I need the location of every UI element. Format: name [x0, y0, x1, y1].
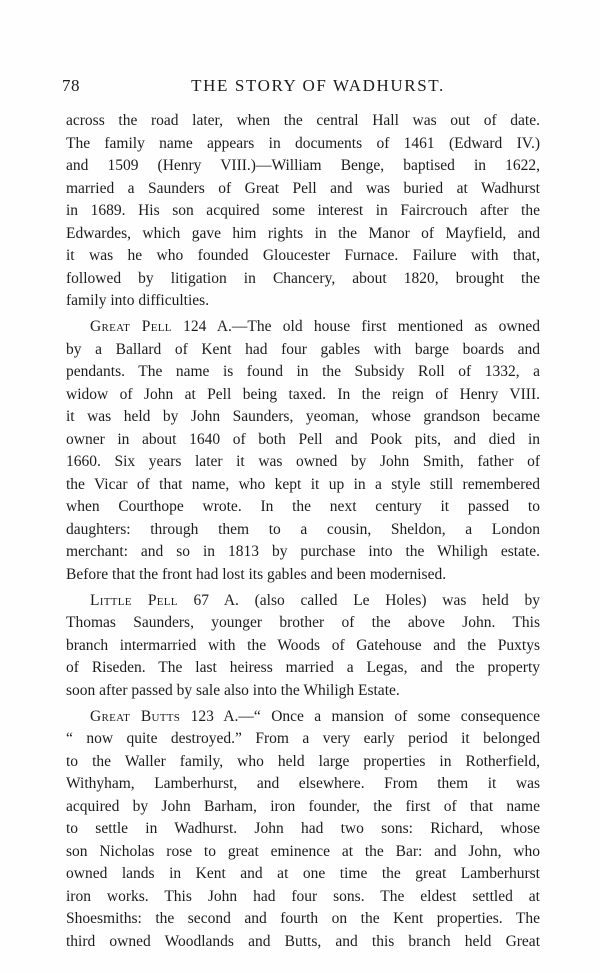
text-run: 124 A.—The old house first mentioned as owned — [171, 318, 540, 335]
text-line: Withyham, Lamberhurst, and elsewhere. From them it was — [66, 775, 540, 792]
text-line: of Riseden. The last heiress married a Legas, and the property — [66, 659, 540, 676]
text-line: Edwardes, which gave him rights in the Manor of Mayfield, and — [66, 224, 540, 242]
text-line: Thomas Saunders, younger brother of the above John. This — [66, 614, 540, 631]
body-text — [66, 110, 540, 953]
text-line: to the Waller family, who held large properties in Rotherfield, — [66, 752, 540, 770]
text-line: acquired by John Barham, iron founder, the first of that name — [66, 797, 540, 815]
text-line: The family name appears in documents of 1461 (Edward IV.) — [66, 134, 540, 152]
entry-heading: Great Pell — [90, 318, 172, 335]
text-line: married a Saunders of Great Pell and was buried at Wadhurst — [66, 179, 540, 197]
text-line: Before that the front had lost its gables and been modernised. — [66, 565, 447, 583]
text-line: son Nicholas rose to great eminence at the Bar: and John, who — [66, 842, 540, 860]
text-line: branch intermarried with the Woods of Gatehouse and the Puxtys — [66, 636, 540, 654]
running-head: THE STORY OF WADHURST. — [191, 76, 445, 95]
text-line: followed by litigation in Chancery, about 1820, brought the — [66, 269, 540, 287]
text-line: Shoesmiths: the second and fourth on the Kent properties. The — [66, 910, 540, 927]
text-line: owned lands in Kent and at one time the great Lamberhurst — [66, 865, 540, 882]
text-line: family into difficulties. — [66, 292, 210, 309]
text-line: 1660. Six years later it was owned by John Smith, father of — [66, 453, 540, 470]
text-line: merchant: and so in 1813 by purchase into the Whiligh estate. — [66, 543, 540, 560]
text-line: “ now quite destroyed.” From a very early period it belonged — [66, 730, 540, 747]
text-run: 67 A. (also called Le Holes) was held by — [177, 591, 540, 609]
text-line: by a Ballard of Kent had four gables with barge boards and — [66, 340, 540, 358]
entry-heading: Great Butts — [90, 707, 181, 725]
text-line: owner in about 1640 of both Pell and Pook pits, and died in — [66, 430, 540, 448]
text-line: in 1689. His son acquired some interest in Faircrouch after the — [66, 202, 540, 219]
page-header — [62, 76, 542, 100]
text-line: third owned Woodlands and Butts, and this branch held Great — [66, 932, 540, 950]
text-line: it was held by John Saunders, yeoman, whose grandson became — [66, 408, 540, 425]
text-line: it was he who founded Gloucester Furnace. Failure with that, — [66, 247, 540, 264]
text-line — [66, 590, 540, 613]
text-line: to settle in Wadhurst. John had two sons: Richard, whose — [66, 820, 540, 837]
text-line: widow of John at Pell being taxed. In the reign of Henry VIII. — [66, 385, 540, 403]
text-line: the Vicar of that name, who kept it up in a style still remembered — [66, 475, 540, 493]
page-number: 78 — [62, 76, 80, 95]
text-line: daughters: through them to a cousin, Sheldon, a London — [66, 520, 540, 538]
text-line — [66, 316, 540, 339]
text-run: 123 A.—“ Once a mansion of some consequence — [180, 707, 540, 725]
text-line: and 1509 (Henry VIII.)—William Benge, baptised in 1622, — [66, 157, 540, 174]
text-line: iron works. This John had four sons. The eldest settled at — [66, 887, 540, 905]
text-line: pendants. The name is found in the Subsidy Roll of 1332, a — [66, 363, 540, 380]
text-line: when Courthope wrote. In the next century it passed to — [66, 498, 540, 515]
text-line — [66, 706, 540, 729]
text-line: across the road later, when the central Hall was out of date. — [66, 112, 540, 129]
entry-heading: Little Pell — [90, 591, 178, 609]
text-line: soon after passed by sale also into the Whiligh Estate. — [66, 681, 400, 699]
